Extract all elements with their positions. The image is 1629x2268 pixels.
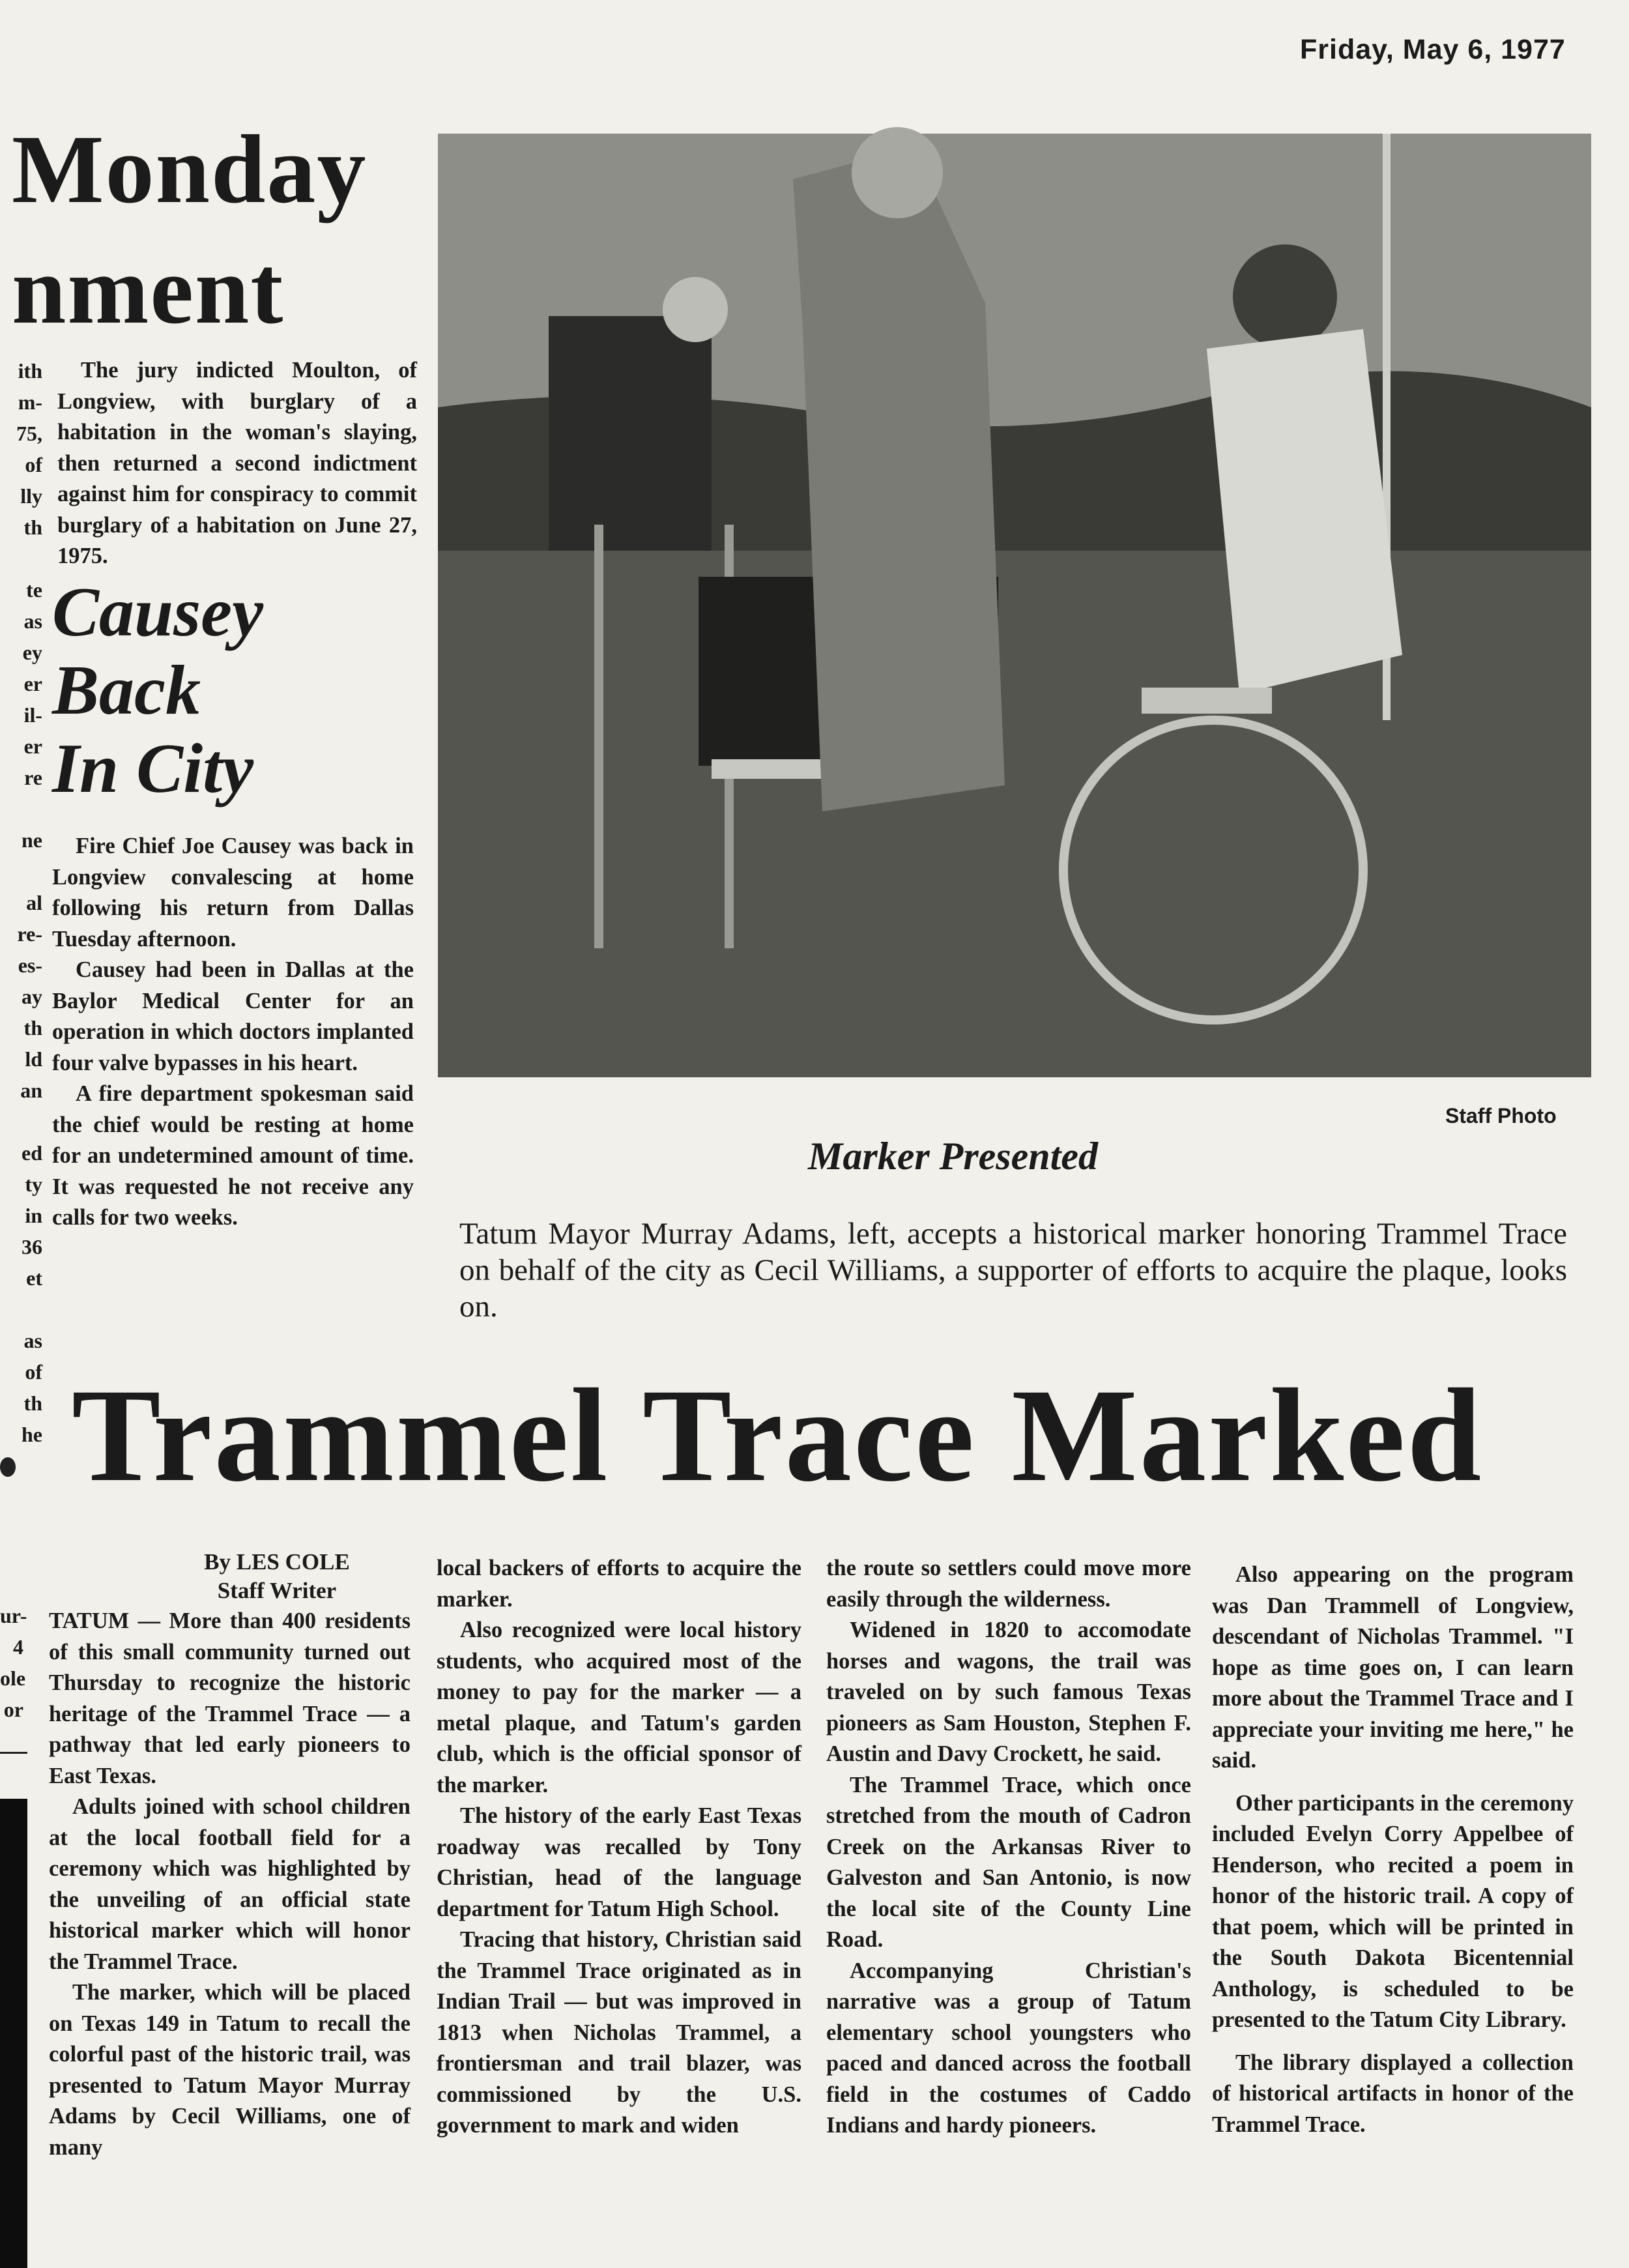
- clipped-fragment: th: [23, 1391, 42, 1415]
- clipped-fragment: ay: [22, 985, 42, 1008]
- byline-name: By LES COLE: [204, 1549, 350, 1575]
- story-paragraph: Also appearing on the program was Dan Trammell of Longview, descendant of Nicholas Trammel. "I hope as time goes on, I can learn more about the Trammel Trace and I appreciate your inviting me here," he said.: [1212, 1562, 1574, 1773]
- story-paragraph: Widened in 1820 to accomodate horses and wagons, the trail was traveled on by such famous Texas pioneers as Sam Houston, Stephen F. Austin and Davy Crockett, he said.: [826, 1618, 1191, 1766]
- clipped-fragment: ur-: [0, 1604, 27, 1627]
- causey-story-body: [52, 831, 414, 1234]
- clipped-fragment: 36: [22, 1235, 42, 1258]
- news-photo: [438, 134, 1591, 1077]
- left-story-paragraph: [57, 355, 417, 572]
- clipped-fragment: or: [3, 1698, 23, 1721]
- clipped-fragment: er: [23, 672, 42, 695]
- causey-paragraph: Causey had been in Dallas at the Baylor Medical Center for an operation in which doctors implanted four valve bypasses in his heart.: [52, 957, 414, 1075]
- story-paragraph: local backers of efforts to acquire the marker.: [437, 1556, 801, 1612]
- causey-headline-line-1: Causey: [52, 574, 263, 651]
- story-paragraph: The marker, which will be placed on Texas 149 in Tatum to recall the colorful past of the historic trail, was presented to Tatum Mayor Murray Adams by Cecil Williams, one of many: [49, 1980, 411, 2160]
- clipped-fragment: in: [25, 1204, 42, 1227]
- clipped-fragment: ith: [18, 359, 42, 383]
- clipped-fragment: 4: [13, 1635, 23, 1659]
- story-column-3: [826, 1553, 1191, 2142]
- clipped-rule: [0, 1752, 27, 1754]
- causey-paragraph: A fire department spokesman said the chief would be resting at home for an undetermined amount of time. It was requested he not receive any calls for two weeks.: [52, 1081, 414, 1230]
- clipped-fragment: as: [23, 609, 42, 633]
- clipped-fragment: et: [26, 1266, 42, 1290]
- clipped-fragment: m-: [18, 390, 42, 414]
- byline: [140, 1548, 414, 1605]
- story-paragraph: Tracing that history, Christian said the Trammel Trace originated as in Indian Trail — but was improved in 1813 when Nicholas Trammel, a frontiersman and trail blazer, was commissioned by the U.S. government to mark and widen: [437, 1927, 801, 2138]
- clipped-fragment: th: [23, 516, 42, 539]
- clipped-fragment: as: [23, 1329, 42, 1352]
- causey-headline-line-3: In City: [52, 730, 254, 807]
- story-paragraph: The history of the early East Texas roadway was recalled by Tony Christian, head of the language department for Tatum High School.: [437, 1803, 801, 1921]
- left-headline-line-2: nment: [12, 236, 285, 344]
- story-paragraph: The Trammel Trace, which once stretched from the mouth of Cadron Creek on the Arkansas River to Galveston and San Antonio, is now the local site of the County Line Road.: [826, 1772, 1191, 1952]
- photo-credit: Staff Photo: [1445, 1104, 1557, 1127]
- story-paragraph: Also recognized were local history students, who acquired most of the money to pay for the marker — a metal plaque, and Tatum's garden club, which is the official sponsor of the marker.: [437, 1618, 801, 1797]
- causey-headline: [52, 574, 417, 808]
- clipped-fragment: lly: [20, 484, 42, 508]
- caption-title: Marker Presented: [808, 1135, 1098, 1178]
- clipped-ornament: [0, 1457, 16, 1477]
- clipped-dark-block: [0, 1799, 27, 2268]
- clipped-fragment: [0, 793, 42, 824]
- left-story-text: The jury indicted Moulton, of Longview, with burglary of a habitation in the woman's slaying, then returned a second indictment against him for conspiracy to commit burglary of a habitation on June 27, 1975.: [57, 358, 417, 568]
- story-paragraph: the route so settlers could move more easily through the wilderness.: [826, 1556, 1191, 1612]
- story-paragraph: The library displayed a collection of historical artifacts in honor of the Trammel Trace.: [1212, 2050, 1574, 2137]
- causey-headline-line-2: Back: [52, 652, 201, 729]
- clipped-column-fragments: [0, 1600, 27, 1725]
- story-column-1: [49, 1606, 411, 2163]
- clipped-fragment: of: [25, 453, 42, 476]
- photo-illustration: [438, 134, 1591, 1077]
- clipped-fragment: ty: [25, 1172, 42, 1196]
- clipped-fragment: [0, 543, 42, 574]
- byline-title: Staff Writer: [217, 1578, 337, 1603]
- story-paragraph: Adults joined with school children at the local football field for a ceremony which was highlighted by the unveiling of an official state historical marker which will honor the Trammel Trace.: [49, 1794, 411, 1974]
- clipped-fragment: [0, 856, 42, 887]
- photo-caption: Tatum Mayor Murray Adams, left, accepts a historical marker honoring Trammel Trace on behalf of the city as Cecil Williams, a supporter of efforts to acquire the plaque, looks on.: [459, 1217, 1567, 1324]
- clipped-fragment: il-: [23, 703, 42, 727]
- clipped-fragment: ne: [22, 828, 42, 852]
- story-paragraph: TATUM — More than 400 residents of this small community turned out Thursday to recognize the historic heritage of the Trammel Trace — a pathway that led early pioneers to East Texas.: [49, 1608, 411, 1788]
- story-column-4: [1212, 1560, 1574, 2140]
- main-headline: Trammel Trace Marked: [72, 1361, 1484, 1509]
- clipped-fragment: [0, 1294, 42, 1325]
- clipped-fragment: es-: [18, 953, 42, 977]
- clipped-fragment: re-: [17, 922, 42, 946]
- clipped-fragment: an: [20, 1079, 42, 1102]
- clipped-fragment: he: [22, 1423, 42, 1446]
- clipped-fragment: er: [23, 734, 42, 758]
- story-paragraph: Other participants in the ceremony included Evelyn Corry Appelbee of Henderson, who recited a poem in honor of the historic trail. A copy of that poem, which will be printed in the South Dakota Bicentennial Anthology, is scheduled to be presented to the Tatum City Library.: [1212, 1790, 1574, 2032]
- clipped-fragment: 75,: [16, 422, 42, 445]
- clipped-fragment: re: [24, 766, 42, 789]
- story-column-2: [437, 1553, 801, 2142]
- clipped-column-fragments: [0, 355, 42, 1450]
- clipped-fragment: ld: [25, 1047, 42, 1071]
- clipped-fragment: [0, 1106, 42, 1137]
- dateline: Friday, May 6, 1977: [1300, 34, 1566, 65]
- clipped-fragment: ey: [22, 641, 42, 664]
- clipped-fragment: ole: [0, 1666, 26, 1690]
- clipped-fragment: al: [26, 891, 42, 914]
- causey-paragraph: Fire Chief Joe Causey was back in Longview convalescing at home following his return from Dallas Tuesday afternoon.: [52, 834, 414, 952]
- clipped-fragment: of: [25, 1360, 42, 1384]
- clipped-fragment: ed: [22, 1141, 42, 1165]
- story-paragraph: Accompanying Christian's narrative was a group of Tatum elementary school youngsters who paced and danced across the football field in the costumes of Caddo Indians and hardy pioneers.: [826, 1958, 1191, 2138]
- left-headline-line-1: Monday: [12, 115, 368, 224]
- clipped-fragment: te: [26, 578, 42, 602]
- clipped-fragment: th: [23, 1016, 42, 1040]
